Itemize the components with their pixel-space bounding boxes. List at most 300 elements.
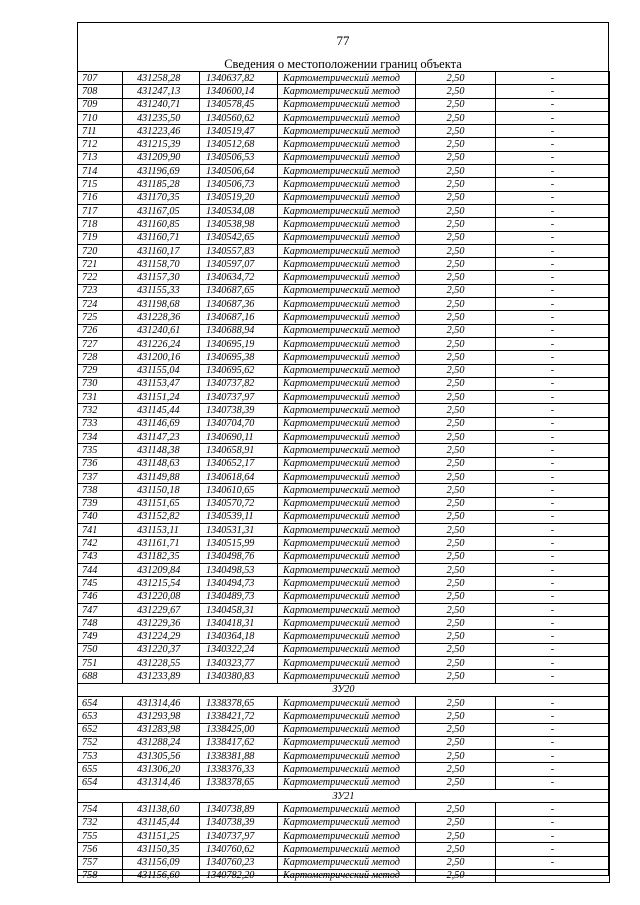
x-coordinate-cell: 431157,30: [123, 271, 200, 284]
y-coordinate-cell: 1340687,65: [200, 284, 278, 297]
method-cell: Картометрический метод: [278, 351, 416, 364]
note-cell: -: [496, 710, 610, 723]
y-coordinate-cell: 1340323,77: [200, 657, 278, 670]
accuracy-cell: 2,50: [416, 298, 496, 311]
accuracy-cell: 2,50: [416, 617, 496, 630]
note-cell: -: [496, 617, 610, 630]
accuracy-cell: 2,50: [416, 138, 496, 151]
accuracy-cell: 2,50: [416, 657, 496, 670]
note-cell: -: [496, 204, 610, 217]
note-cell: -: [496, 337, 610, 350]
method-cell: Картометрический метод: [278, 284, 416, 297]
note-cell: -: [496, 85, 610, 98]
accuracy-cell: 2,50: [416, 710, 496, 723]
y-coordinate-cell: 1340634,72: [200, 271, 278, 284]
note-cell: -: [496, 524, 610, 537]
x-coordinate-cell: 431148,63: [123, 457, 200, 470]
note-cell: -: [496, 298, 610, 311]
y-coordinate-cell: 1338425,00: [200, 723, 278, 736]
note-cell: -: [496, 750, 610, 763]
x-coordinate-cell: 431161,71: [123, 537, 200, 550]
note-cell: -: [496, 218, 610, 231]
y-coordinate-cell: 1340519,20: [200, 191, 278, 204]
table-row: [78, 524, 610, 537]
y-coordinate-cell: 1338378,65: [200, 696, 278, 709]
y-coordinate-cell: 1340557,83: [200, 244, 278, 257]
table-row: [78, 603, 610, 616]
point-number-cell: 730: [78, 377, 123, 390]
y-coordinate-cell: 1338381,88: [200, 750, 278, 763]
point-number-cell: 655: [78, 763, 123, 776]
table-row: [78, 244, 610, 257]
note-cell: -: [496, 178, 610, 191]
note-cell: -: [496, 311, 610, 324]
table-row: [78, 484, 610, 497]
note-cell: -: [496, 111, 610, 124]
point-number-cell: 732: [78, 404, 123, 417]
accuracy-cell: 2,50: [416, 391, 496, 404]
note-cell: -: [496, 537, 610, 550]
point-number-cell: 757: [78, 856, 123, 869]
method-cell: Картометрический метод: [278, 244, 416, 257]
table-row: [78, 776, 610, 789]
note-cell: -: [496, 457, 610, 470]
method-cell: Картометрический метод: [278, 191, 416, 204]
y-coordinate-cell: 1340687,16: [200, 311, 278, 324]
x-coordinate-cell: 431235,50: [123, 111, 200, 124]
point-number-cell: 749: [78, 630, 123, 643]
table-row: [78, 125, 610, 138]
method-cell: Картометрический метод: [278, 125, 416, 138]
method-cell: Картометрический метод: [278, 869, 416, 882]
point-number-cell: 758: [78, 869, 123, 882]
point-number-cell: 753: [78, 750, 123, 763]
method-cell: Картометрический метод: [278, 444, 416, 457]
table-row: [78, 550, 610, 563]
table-row: [78, 178, 610, 191]
table-row: [78, 843, 610, 856]
point-number-cell: 739: [78, 497, 123, 510]
point-number-cell: 716: [78, 191, 123, 204]
note-cell: -: [496, 816, 610, 829]
y-coordinate-cell: 1340597,07: [200, 258, 278, 271]
y-coordinate-cell: 1340695,62: [200, 364, 278, 377]
x-coordinate-cell: 431151,24: [123, 391, 200, 404]
accuracy-cell: 2,50: [416, 351, 496, 364]
note-cell: -: [496, 856, 610, 869]
table-row: [78, 271, 610, 284]
method-cell: Картометрический метод: [278, 524, 416, 537]
note-cell: -: [496, 391, 610, 404]
point-number-cell: 751: [78, 657, 123, 670]
accuracy-cell: 2,50: [416, 178, 496, 191]
method-cell: Картометрический метод: [278, 856, 416, 869]
table-row: [78, 869, 610, 882]
x-coordinate-cell: 431215,54: [123, 577, 200, 590]
table-row: [78, 258, 610, 271]
x-coordinate-cell: 431220,08: [123, 590, 200, 603]
note-cell: -: [496, 404, 610, 417]
y-coordinate-cell: 1340534,08: [200, 204, 278, 217]
method-cell: Картометрический метод: [278, 537, 416, 550]
method-cell: Картометрический метод: [278, 98, 416, 111]
point-number-cell: 708: [78, 85, 123, 98]
y-coordinate-cell: 1340494,73: [200, 577, 278, 590]
table-row: [78, 657, 610, 670]
note-cell: -: [496, 138, 610, 151]
table-row: [78, 298, 610, 311]
x-coordinate-cell: 431182,35: [123, 550, 200, 563]
method-cell: Картометрический метод: [278, 417, 416, 430]
x-coordinate-cell: 431314,46: [123, 696, 200, 709]
accuracy-cell: 2,50: [416, 111, 496, 124]
table-row: [78, 324, 610, 337]
point-number-cell: 737: [78, 470, 123, 483]
point-number-cell: 755: [78, 829, 123, 842]
method-cell: Картометрический метод: [278, 710, 416, 723]
table-row: [78, 98, 610, 111]
y-coordinate-cell: 1340760,62: [200, 843, 278, 856]
accuracy-cell: 2,50: [416, 72, 496, 85]
accuracy-cell: 2,50: [416, 856, 496, 869]
y-coordinate-cell: 1340738,39: [200, 404, 278, 417]
x-coordinate-cell: 431145,44: [123, 404, 200, 417]
accuracy-cell: 2,50: [416, 803, 496, 816]
accuracy-cell: 2,50: [416, 750, 496, 763]
x-coordinate-cell: 431209,90: [123, 151, 200, 164]
table-row: [78, 736, 610, 749]
method-cell: Картометрический метод: [278, 630, 416, 643]
table-row: [78, 444, 610, 457]
point-number-cell: 713: [78, 151, 123, 164]
point-number-cell: 736: [78, 457, 123, 470]
note-cell: -: [496, 670, 610, 683]
table-row: [78, 191, 610, 204]
method-cell: Картометрический метод: [278, 391, 416, 404]
y-coordinate-cell: 1340506,53: [200, 151, 278, 164]
y-coordinate-cell: 1340737,97: [200, 829, 278, 842]
point-number-cell: 654: [78, 776, 123, 789]
accuracy-cell: 2,50: [416, 417, 496, 430]
note-cell: -: [496, 351, 610, 364]
note-cell: -: [496, 736, 610, 749]
x-coordinate-cell: 431293,98: [123, 710, 200, 723]
method-cell: Картометрический метод: [278, 204, 416, 217]
method-cell: Картометрический метод: [278, 178, 416, 191]
accuracy-cell: 2,50: [416, 470, 496, 483]
point-number-cell: 741: [78, 524, 123, 537]
note-cell: -: [496, 364, 610, 377]
x-coordinate-cell: 431306,20: [123, 763, 200, 776]
page-frame: [77, 22, 609, 882]
x-coordinate-cell: 431156,60: [123, 869, 200, 882]
table-row: [78, 723, 610, 736]
accuracy-cell: 2,50: [416, 284, 496, 297]
accuracy-cell: 2,50: [416, 696, 496, 709]
accuracy-cell: 2,50: [416, 484, 496, 497]
accuracy-cell: 2,50: [416, 204, 496, 217]
table-row: [78, 391, 610, 404]
method-cell: Картометрический метод: [278, 457, 416, 470]
y-coordinate-cell: 1340512,68: [200, 138, 278, 151]
y-coordinate-cell: 1340498,53: [200, 563, 278, 576]
point-number-cell: 722: [78, 271, 123, 284]
accuracy-cell: 2,50: [416, 191, 496, 204]
accuracy-cell: 2,50: [416, 85, 496, 98]
y-coordinate-cell: 1340542,65: [200, 231, 278, 244]
point-number-cell: 710: [78, 111, 123, 124]
table-row: [78, 537, 610, 550]
table-row: [78, 577, 610, 590]
method-cell: Картометрический метод: [278, 617, 416, 630]
note-cell: -: [496, 657, 610, 670]
method-cell: Картометрический метод: [278, 723, 416, 736]
table-row: [78, 431, 610, 444]
point-number-cell: 747: [78, 603, 123, 616]
y-coordinate-cell: 1340578,45: [200, 98, 278, 111]
x-coordinate-cell: 431228,36: [123, 311, 200, 324]
point-number-cell: 725: [78, 311, 123, 324]
note-cell: -: [496, 630, 610, 643]
point-number-cell: 740: [78, 510, 123, 523]
y-coordinate-cell: 1338417,62: [200, 736, 278, 749]
accuracy-cell: 2,50: [416, 364, 496, 377]
y-coordinate-cell: 1340760,23: [200, 856, 278, 869]
method-cell: Картометрический метод: [278, 657, 416, 670]
point-number-cell: 711: [78, 125, 123, 138]
y-coordinate-cell: 1340364,18: [200, 630, 278, 643]
point-number-cell: 709: [78, 98, 123, 111]
method-cell: Картометрический метод: [278, 696, 416, 709]
note-cell: -: [496, 696, 610, 709]
x-coordinate-cell: 431153,47: [123, 377, 200, 390]
table-row: [78, 204, 610, 217]
method-cell: Картометрический метод: [278, 337, 416, 350]
method-cell: Картометрический метод: [278, 271, 416, 284]
table-row: [78, 417, 610, 430]
method-cell: Картометрический метод: [278, 843, 416, 856]
x-coordinate-cell: 431151,25: [123, 829, 200, 842]
accuracy-cell: 2,50: [416, 723, 496, 736]
y-coordinate-cell: 1340738,39: [200, 816, 278, 829]
point-number-cell: 732: [78, 816, 123, 829]
page-number: 77: [336, 33, 350, 48]
y-coordinate-cell: 1340506,64: [200, 165, 278, 178]
accuracy-cell: 2,50: [416, 125, 496, 138]
point-number-cell: 745: [78, 577, 123, 590]
accuracy-cell: 2,50: [416, 98, 496, 111]
section-header: [78, 683, 610, 696]
y-coordinate-cell: 1340560,62: [200, 111, 278, 124]
method-cell: Картометрический метод: [278, 311, 416, 324]
x-coordinate-cell: 431185,28: [123, 178, 200, 191]
y-coordinate-cell: 1340418,31: [200, 617, 278, 630]
x-coordinate-cell: 431229,36: [123, 617, 200, 630]
accuracy-cell: 2,50: [416, 404, 496, 417]
note-cell: -: [496, 151, 610, 164]
y-coordinate-cell: 1340695,38: [200, 351, 278, 364]
point-number-cell: 734: [78, 431, 123, 444]
y-coordinate-cell: 1340688,94: [200, 324, 278, 337]
note-cell: -: [496, 284, 610, 297]
method-cell: Картометрический метод: [278, 218, 416, 231]
y-coordinate-cell: 1340538,98: [200, 218, 278, 231]
method-cell: Картометрический метод: [278, 364, 416, 377]
table-row: [78, 696, 610, 709]
x-coordinate-cell: 431200,16: [123, 351, 200, 364]
y-coordinate-cell: 1340458,31: [200, 603, 278, 616]
accuracy-cell: 2,50: [416, 497, 496, 510]
note-cell: -: [496, 72, 610, 85]
x-coordinate-cell: 431153,11: [123, 524, 200, 537]
note-cell: -: [496, 324, 610, 337]
point-number-cell: 733: [78, 417, 123, 430]
x-coordinate-cell: 431150,18: [123, 484, 200, 497]
note-cell: -: [496, 444, 610, 457]
accuracy-cell: 2,50: [416, 643, 496, 656]
page-title: Сведения о местоположении границ объекта: [224, 57, 462, 71]
y-coordinate-cell: 1338378,65: [200, 776, 278, 789]
x-coordinate-cell: 431155,33: [123, 284, 200, 297]
y-coordinate-cell: 1340695,19: [200, 337, 278, 350]
method-cell: Картометрический метод: [278, 670, 416, 683]
method-cell: Картометрический метод: [278, 736, 416, 749]
accuracy-cell: 2,50: [416, 843, 496, 856]
table-row: [78, 231, 610, 244]
method-cell: Картометрический метод: [278, 484, 416, 497]
method-cell: Картометрический метод: [278, 763, 416, 776]
y-coordinate-cell: 1340498,76: [200, 550, 278, 563]
method-cell: Картометрический метод: [278, 324, 416, 337]
table-row: [78, 138, 610, 151]
method-cell: Картометрический метод: [278, 470, 416, 483]
table-row: [78, 816, 610, 829]
x-coordinate-cell: 431258,28: [123, 72, 200, 85]
accuracy-cell: 2,50: [416, 231, 496, 244]
y-coordinate-cell: 1338376,33: [200, 763, 278, 776]
point-number-cell: 752: [78, 736, 123, 749]
y-coordinate-cell: 1340531,31: [200, 524, 278, 537]
note-cell: -: [496, 843, 610, 856]
section-label: ЗУ21: [78, 790, 610, 803]
x-coordinate-cell: 431148,38: [123, 444, 200, 457]
note-cell: -: [496, 165, 610, 178]
table-row: [78, 630, 610, 643]
method-cell: Картометрический метод: [278, 111, 416, 124]
method-cell: Картометрический метод: [278, 85, 416, 98]
table-row: [78, 803, 610, 816]
x-coordinate-cell: 431233,89: [123, 670, 200, 683]
note-cell: -: [496, 377, 610, 390]
point-number-cell: 720: [78, 244, 123, 257]
point-number-cell: 743: [78, 550, 123, 563]
method-cell: Картометрический метод: [278, 258, 416, 271]
table-row: [78, 590, 610, 603]
x-coordinate-cell: 431283,98: [123, 723, 200, 736]
point-number-cell: 718: [78, 218, 123, 231]
x-coordinate-cell: 431209,84: [123, 563, 200, 576]
x-coordinate-cell: 431138,60: [123, 803, 200, 816]
x-coordinate-cell: 431145,44: [123, 816, 200, 829]
accuracy-cell: 2,50: [416, 510, 496, 523]
point-number-cell: 688: [78, 670, 123, 683]
boundary-coordinates-table: [77, 71, 610, 883]
point-number-cell: 707: [78, 72, 123, 85]
x-coordinate-cell: 431160,71: [123, 231, 200, 244]
point-number-cell: 727: [78, 337, 123, 350]
table-row: [78, 337, 610, 350]
point-number-cell: 712: [78, 138, 123, 151]
x-coordinate-cell: 431229,67: [123, 603, 200, 616]
table-row: [78, 617, 610, 630]
y-coordinate-cell: 1340618,64: [200, 470, 278, 483]
accuracy-cell: 2,50: [416, 763, 496, 776]
accuracy-cell: 2,50: [416, 444, 496, 457]
accuracy-cell: 2,50: [416, 218, 496, 231]
method-cell: Картометрический метод: [278, 816, 416, 829]
table-row: [78, 497, 610, 510]
note-cell: -: [496, 723, 610, 736]
method-cell: Картометрический метод: [278, 151, 416, 164]
x-coordinate-cell: 431150,35: [123, 843, 200, 856]
note-cell: -: [496, 550, 610, 563]
point-number-cell: 724: [78, 298, 123, 311]
point-number-cell: 653: [78, 710, 123, 723]
table-row: [78, 856, 610, 869]
x-coordinate-cell: 431158,70: [123, 258, 200, 271]
method-cell: Картометрический метод: [278, 590, 416, 603]
x-coordinate-cell: 431198,68: [123, 298, 200, 311]
accuracy-cell: 2,50: [416, 337, 496, 350]
y-coordinate-cell: 1340690,11: [200, 431, 278, 444]
y-coordinate-cell: 1340380,83: [200, 670, 278, 683]
note-cell: -: [496, 417, 610, 430]
x-coordinate-cell: 431240,61: [123, 324, 200, 337]
accuracy-cell: 2,50: [416, 537, 496, 550]
table-row: [78, 470, 610, 483]
y-coordinate-cell: 1340506,73: [200, 178, 278, 191]
x-coordinate-cell: 431224,29: [123, 630, 200, 643]
accuracy-cell: 2,50: [416, 271, 496, 284]
point-number-cell: 738: [78, 484, 123, 497]
note-cell: -: [496, 803, 610, 816]
x-coordinate-cell: 431305,56: [123, 750, 200, 763]
method-cell: Картометрический метод: [278, 510, 416, 523]
point-number-cell: 731: [78, 391, 123, 404]
note-cell: -: [496, 590, 610, 603]
table-row: [78, 510, 610, 523]
method-cell: Картометрический метод: [278, 231, 416, 244]
point-number-cell: 748: [78, 617, 123, 630]
accuracy-cell: 2,50: [416, 311, 496, 324]
x-coordinate-cell: 431167,05: [123, 204, 200, 217]
method-cell: Картометрический метод: [278, 298, 416, 311]
note-cell: -: [496, 470, 610, 483]
x-coordinate-cell: 431196,69: [123, 165, 200, 178]
point-number-cell: 721: [78, 258, 123, 271]
table-row: [78, 763, 610, 776]
table-row: [78, 218, 610, 231]
method-cell: Картометрический метод: [278, 803, 416, 816]
accuracy-cell: 2,50: [416, 829, 496, 842]
x-coordinate-cell: 431160,85: [123, 218, 200, 231]
x-coordinate-cell: 431223,46: [123, 125, 200, 138]
table-row: [78, 750, 610, 763]
accuracy-cell: 2,50: [416, 816, 496, 829]
method-cell: Картометрический метод: [278, 377, 416, 390]
x-coordinate-cell: 431314,46: [123, 776, 200, 789]
point-number-cell: 714: [78, 165, 123, 178]
